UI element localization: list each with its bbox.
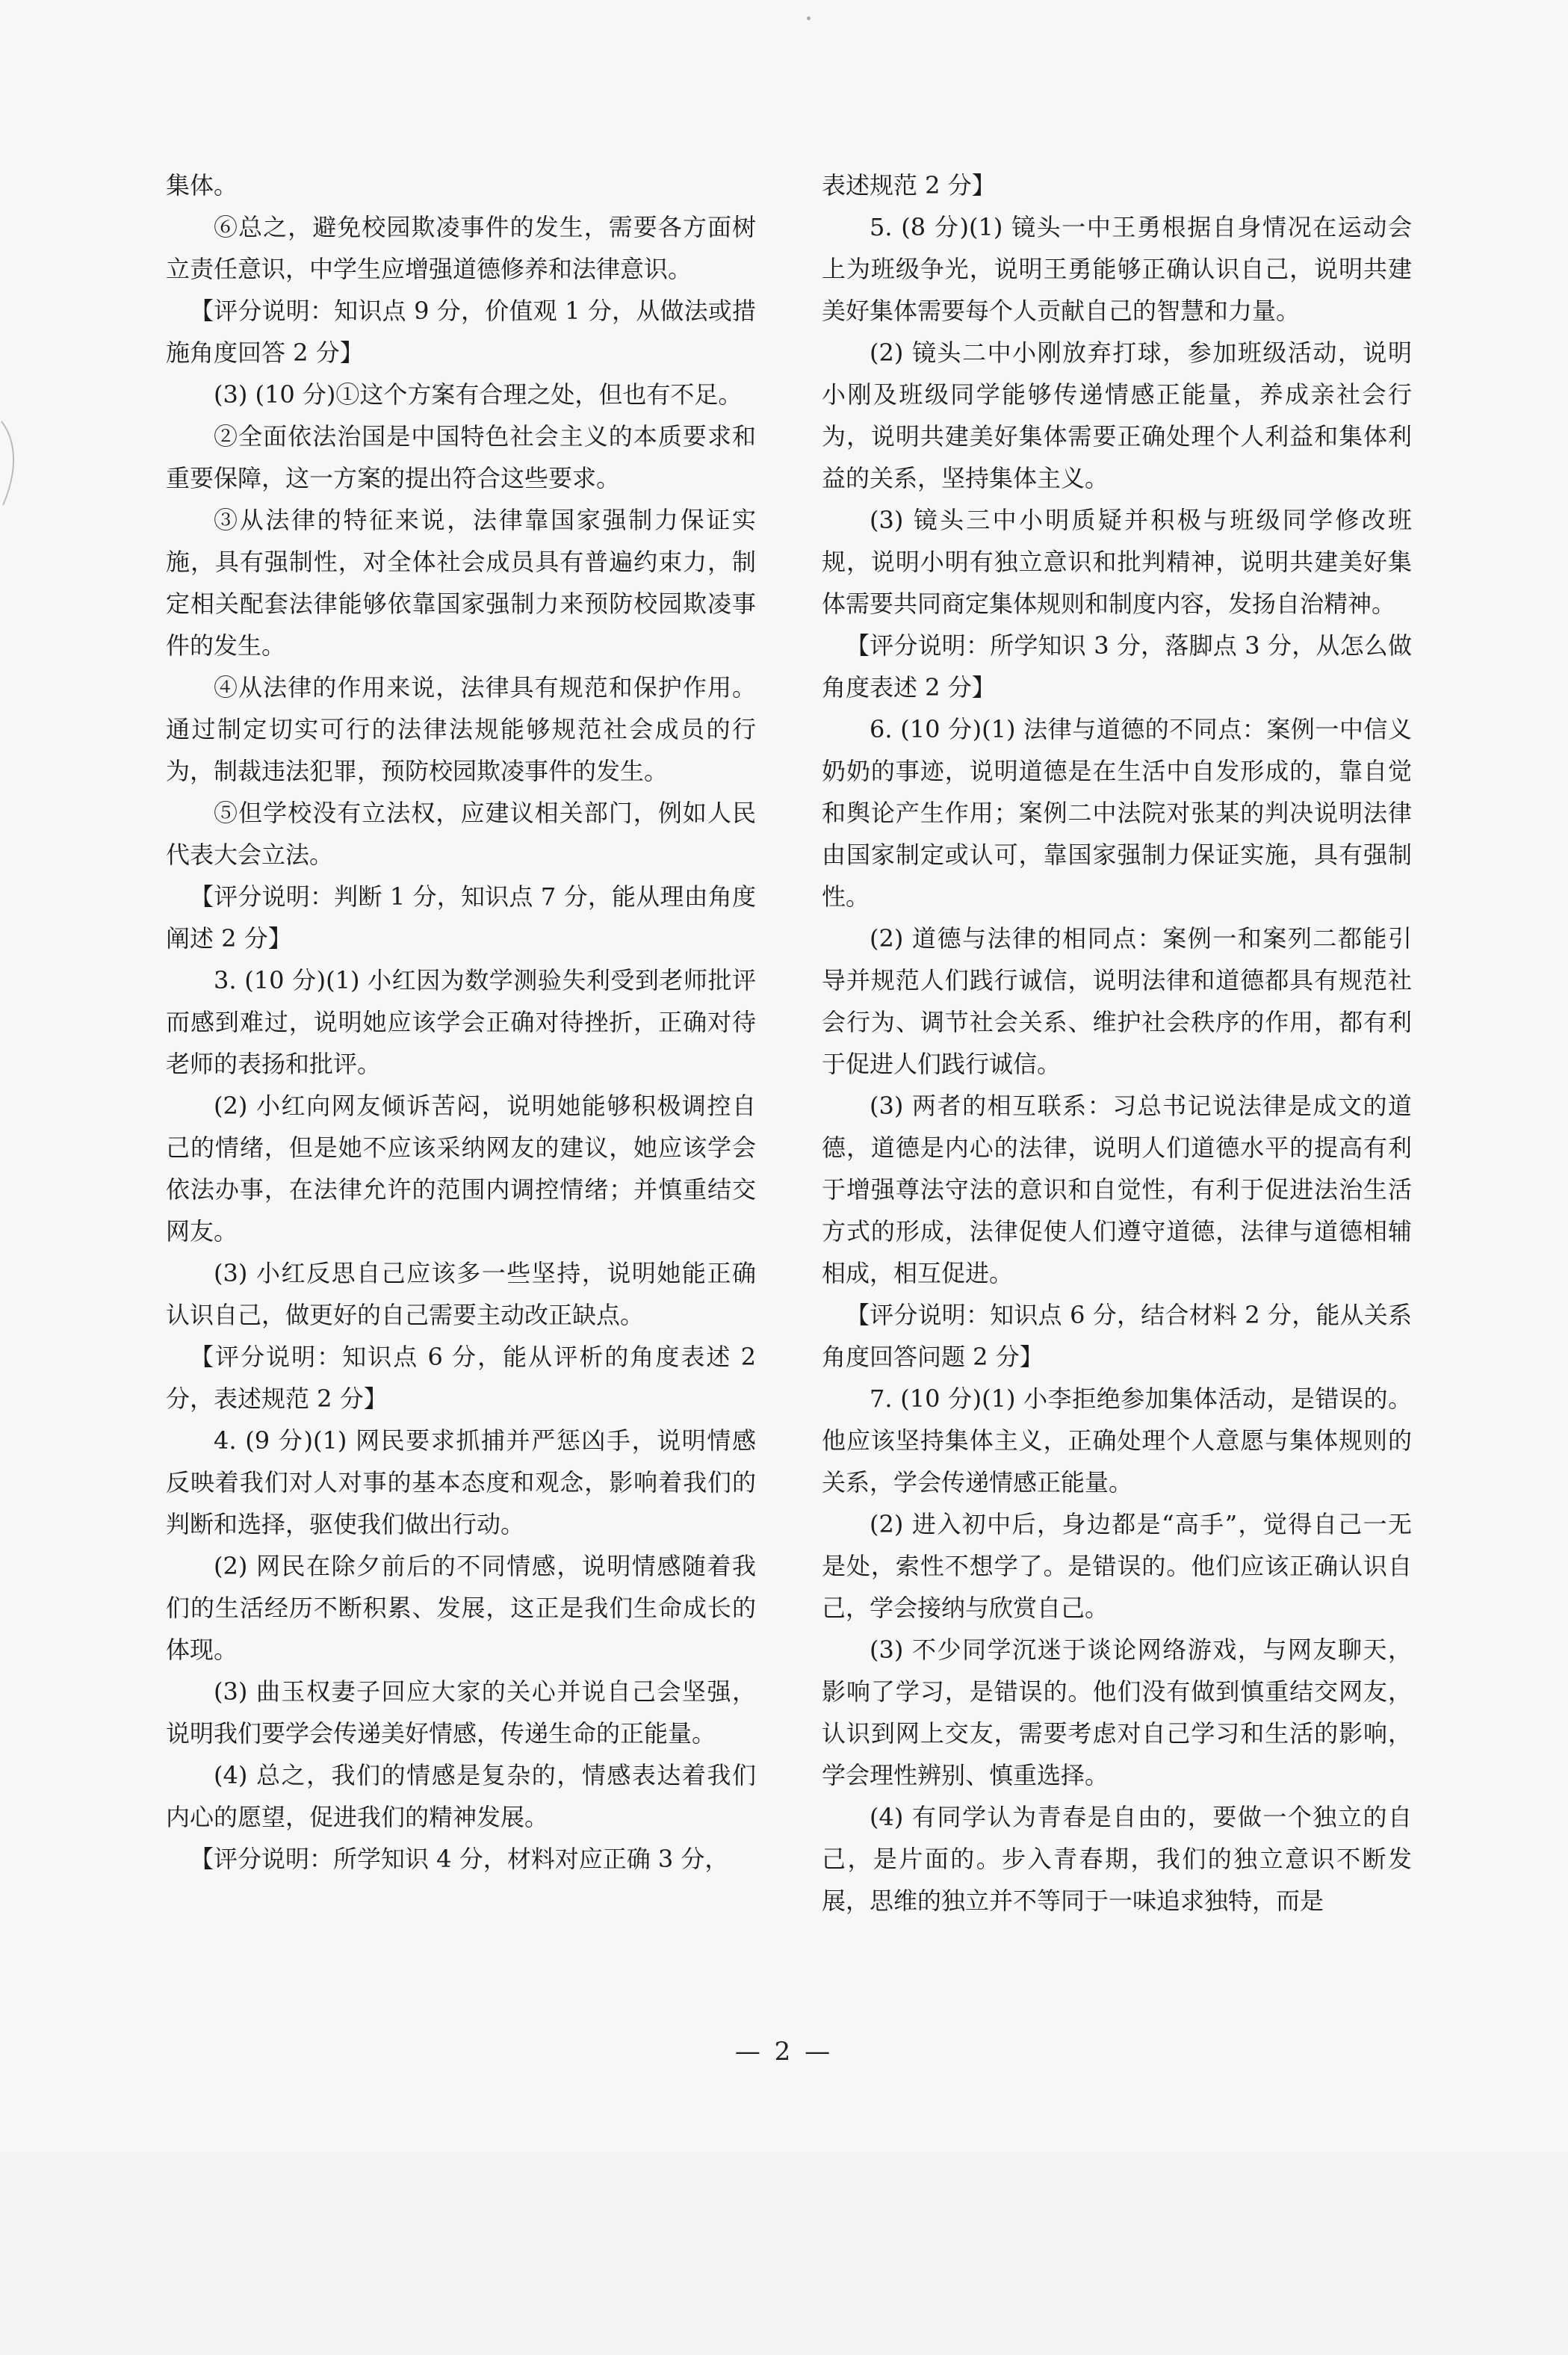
scoring-note: 【评分说明：判断 1 分，知识点 7 分，能从理由角度阐述 2 分】: [166, 882, 756, 953]
question-5: 5. (8 分)(1) 镜头一中王勇根据自身情况在运动会上为班级争光，说明王勇能够正确认识自己，说明共建美好集体需要每个人贡献自己的智慧和力量。: [822, 213, 1412, 325]
paragraph: (3) 小红反思自己应该多一些坚持，说明她能正确认识自己，做更好的自己需要主动改正缺点。: [166, 1259, 756, 1329]
paragraph: (2) 网民在除夕前后的不同情感，说明情感随着我们的生活经历不断积累、发展，这正是我们生命成长的体现。: [166, 1552, 756, 1664]
paragraph: ③从法律的特征来说，法律靠国家强制力保证实施，具有强制性，对全体社会成员具有普遍约束力，制定相关配套法律能够依靠国家强制力来预防校园欺凌事件的发生。: [166, 506, 756, 660]
question-7: 7. (10 分)(1) 小李拒绝参加集体活动，是错误的。他应该坚持集体主义，正确处理个人意愿与集体规则的关系，学会传递情感正能量。: [822, 1384, 1412, 1497]
left-column: [166, 164, 756, 1880]
scan-speck: [807, 16, 811, 20]
scoring-note: 【评分说明：知识点 6 分，能从评析的角度表述 2 分，表述规范 2 分】: [166, 1343, 756, 1413]
scoring-note: 【评分说明：所学知识 4 分，材料对应正确 3 分，: [190, 1845, 729, 1873]
page-number: — 2 —: [734, 2037, 834, 2067]
paragraph: (2) 进入初中后，身边都是“高手”，觉得自己一无是处，索性不想学了。是错误的。他们应该正确认识自己，学会接纳与欣赏自己。: [822, 1510, 1412, 1622]
paragraph: ⑥总之，避免校园欺凌事件的发生，需要各方面树立责任意识，中学生应增强道德修养和法律意识。: [166, 213, 756, 283]
paragraph: ④从法律的作用来说，法律具有规范和保护作用。通过制定切实可行的法律法规能够规范社会成员的行为，制裁违法犯罪，预防校园欺凌事件的发生。: [166, 673, 756, 785]
paragraph: (2) 道德与法律的相同点：案例一和案列二都能引导并规范人们践行诚信，说明法律和道德都具有规范社会行为、调节社会关系、维护社会秩序的作用，都有利于促进人们践行诚信。: [822, 924, 1412, 1078]
paragraph: (4) 总之，我们的情感是复杂的，情感表达着我们内心的愿望，促进我们的精神发展。: [166, 1761, 756, 1831]
paragraph: ②全面依法治国是中国特色社会主义的本质要求和重要保障，这一方案的提出符合这些要求。: [166, 422, 756, 492]
paragraph: (2) 镜头二中小刚放弃打球，参加班级活动，说明小刚及班级同学能够传递情感正能量，养成亲社会行为，说明共建美好集体需要正确处理个人利益和集体利益的关系，坚持集体主义。: [822, 338, 1412, 492]
paragraph: (2) 小红向网友倾诉苦闷，说明她能够积极调控自己的情绪，但是她不应该采纳网友的建议，她应该学会依法办事，在法律允许的范围内调控情绪；并慎重结交网友。: [166, 1092, 756, 1245]
question-3: 3. (10 分)(1) 小红因为数学测验失利受到老师批评而感到难过，说明她应该学会正确对待挫折，正确对待老师的表扬和批评。: [166, 966, 756, 1078]
paragraph: (3) 两者的相互联系：习总书记说法律是成文的道德，道德是内心的法律，说明人们道德水平的提高有利于增强尊法守法的意识和自觉性，有利于促进法治生活方式的形成，法律促使人们遵守道德，法律与道德相辅相成，相互促进。: [822, 1092, 1412, 1287]
paragraph: (3) (10 分)①这个方案有合理之处，但也有不足。: [214, 380, 743, 409]
scoring-note: 【评分说明：所学知识 3 分，落脚点 3 分，从怎么做角度表述 2 分】: [822, 631, 1412, 702]
paragraph: (3) 曲玉权妻子回应大家的关心并说自己会坚强，说明我们要学会传递美好情感，传递生命的正能量。: [166, 1677, 756, 1748]
binding-mark: [0, 418, 22, 508]
paragraph: 表述规范 2 分】: [822, 171, 996, 199]
paragraph: 集体。: [166, 171, 238, 199]
question-4: 4. (9 分)(1) 网民要求抓捕并严惩凶手，说明情感反映着我们对人对事的基本态度和观念，影响着我们的判断和选择，驱使我们做出行动。: [166, 1426, 756, 1538]
paragraph: (3) 不少同学沉迷于谈论网络游戏，与网友聊天，影响了学习，是错误的。他们没有做到慎重结交网友，认识到网上交友，需要考虑对自己学习和生活的影响，学会理性辨别、慎重选择。: [822, 1635, 1412, 1789]
paragraph: (4) 有同学认为青春是自由的，要做一个独立的自己，是片面的。步入青春期，我们的独立意识不断发展，思维的独立并不等同于一味追求独特，而是: [822, 1803, 1412, 1915]
right-column: [822, 164, 1412, 1922]
scoring-note: 【评分说明：知识点 6 分，结合材料 2 分，能从关系角度回答问题 2 分】: [822, 1301, 1412, 1371]
paragraph: (3) 镜头三中小明质疑并积极与班级同学修改班规，说明小明有独立意识和批判精神，说明共建美好集体需要共同商定集体规则和制度内容，发扬自治精神。: [822, 506, 1412, 618]
scoring-note: 【评分说明：知识点 9 分，价值观 1 分，从做法或措施角度回答 2 分】: [166, 297, 756, 367]
question-6: 6. (10 分)(1) 法律与道德的不同点：案例一中信义奶奶的事迹，说明道德是在生活中自发形成的，靠自觉和舆论产生作用；案例二中法院对张某的判决说明法律由国家制定或认可，靠国家强制力保证实施，具有强制性。: [822, 715, 1412, 911]
paragraph: ⑤但学校没有立法权，应建议相关部门，例如人民代表大会立法。: [166, 799, 756, 869]
